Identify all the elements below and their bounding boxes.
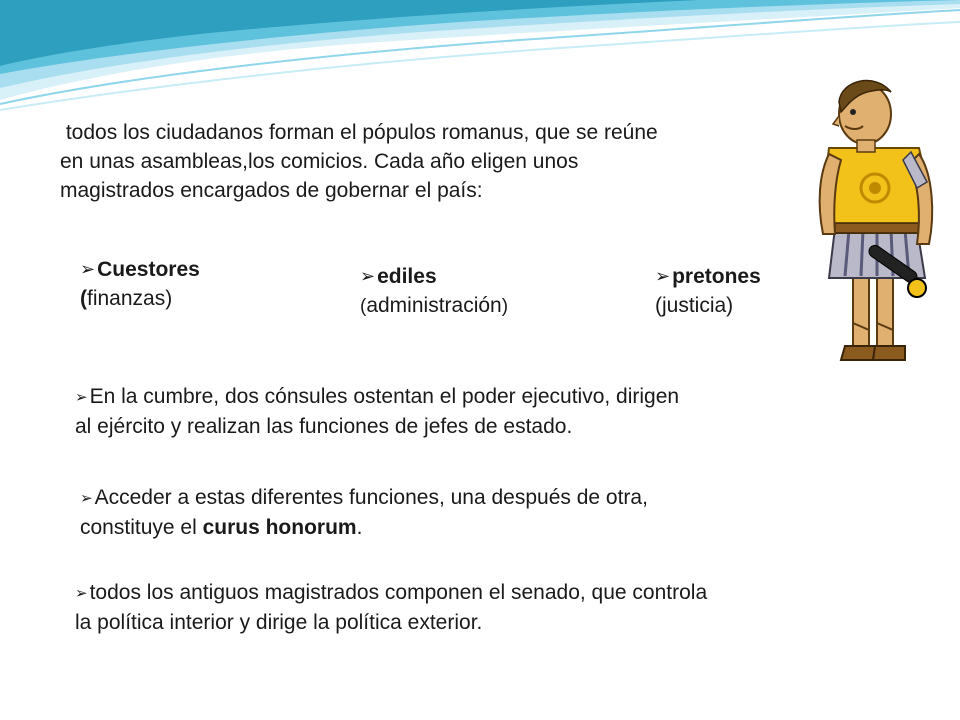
bullet-line-2: al ejército y realizan las funciones de jefes de estado.	[75, 415, 573, 438]
magistrate-ediles: ➢ediles (administración)	[360, 262, 508, 321]
magistrate-cuestores: ➢Cuestores (finanzas)	[80, 255, 200, 313]
arrow-bullet-icon: ➢	[360, 266, 376, 286]
intro-line-2: en unas asambleas,los comicios. Cada año eligen unos	[60, 150, 579, 173]
intro-paragraph	[60, 118, 658, 205]
arrow-bullet-icon: ➢	[75, 389, 88, 406]
magistrate-role: (justicia)	[655, 294, 734, 317]
magistrate-name: Cuestores	[97, 258, 200, 281]
arrow-bullet-icon: ➢	[75, 585, 88, 602]
intro-line-3: magistrados encargados de gobernar el país:	[60, 179, 483, 202]
magistrate-pretones	[655, 262, 761, 320]
curus-honorum-term: curus honorum	[202, 516, 357, 539]
bullet-line-2: la política interior y dirige la política exterior.	[75, 611, 483, 634]
arrow-bullet-icon: ➢	[655, 266, 671, 286]
magistrate-name: pretones	[672, 265, 761, 288]
roman-soldier-illustration	[805, 68, 940, 378]
bullet-cursus-honorum: ➢Acceder a estas diferentes funciones, una después de otra, constituye el curus honorum.	[80, 486, 648, 539]
bullet-line-1: todos los antiguos magistrados componen el senado, que controla	[89, 581, 708, 604]
magistrate-role: administración	[366, 294, 502, 317]
bullet-line-1: Acceder a estas diferentes funciones, una después de otra,	[94, 486, 648, 509]
arrow-bullet-icon: ➢	[80, 490, 93, 507]
magistrate-name: ediles	[377, 265, 437, 288]
arrow-bullet-icon: ➢	[80, 259, 96, 279]
magistrate-role: finanzas	[87, 287, 166, 310]
intro-line-1: todos los ciudadanos forman el pópulos romanus, que se reúne	[60, 121, 658, 144]
bullet-senado	[75, 578, 707, 637]
bullet-consules	[75, 382, 679, 441]
bullet-line-1: En la cumbre, dos cónsules ostentan el poder ejecutivo, dirigen	[89, 385, 680, 408]
